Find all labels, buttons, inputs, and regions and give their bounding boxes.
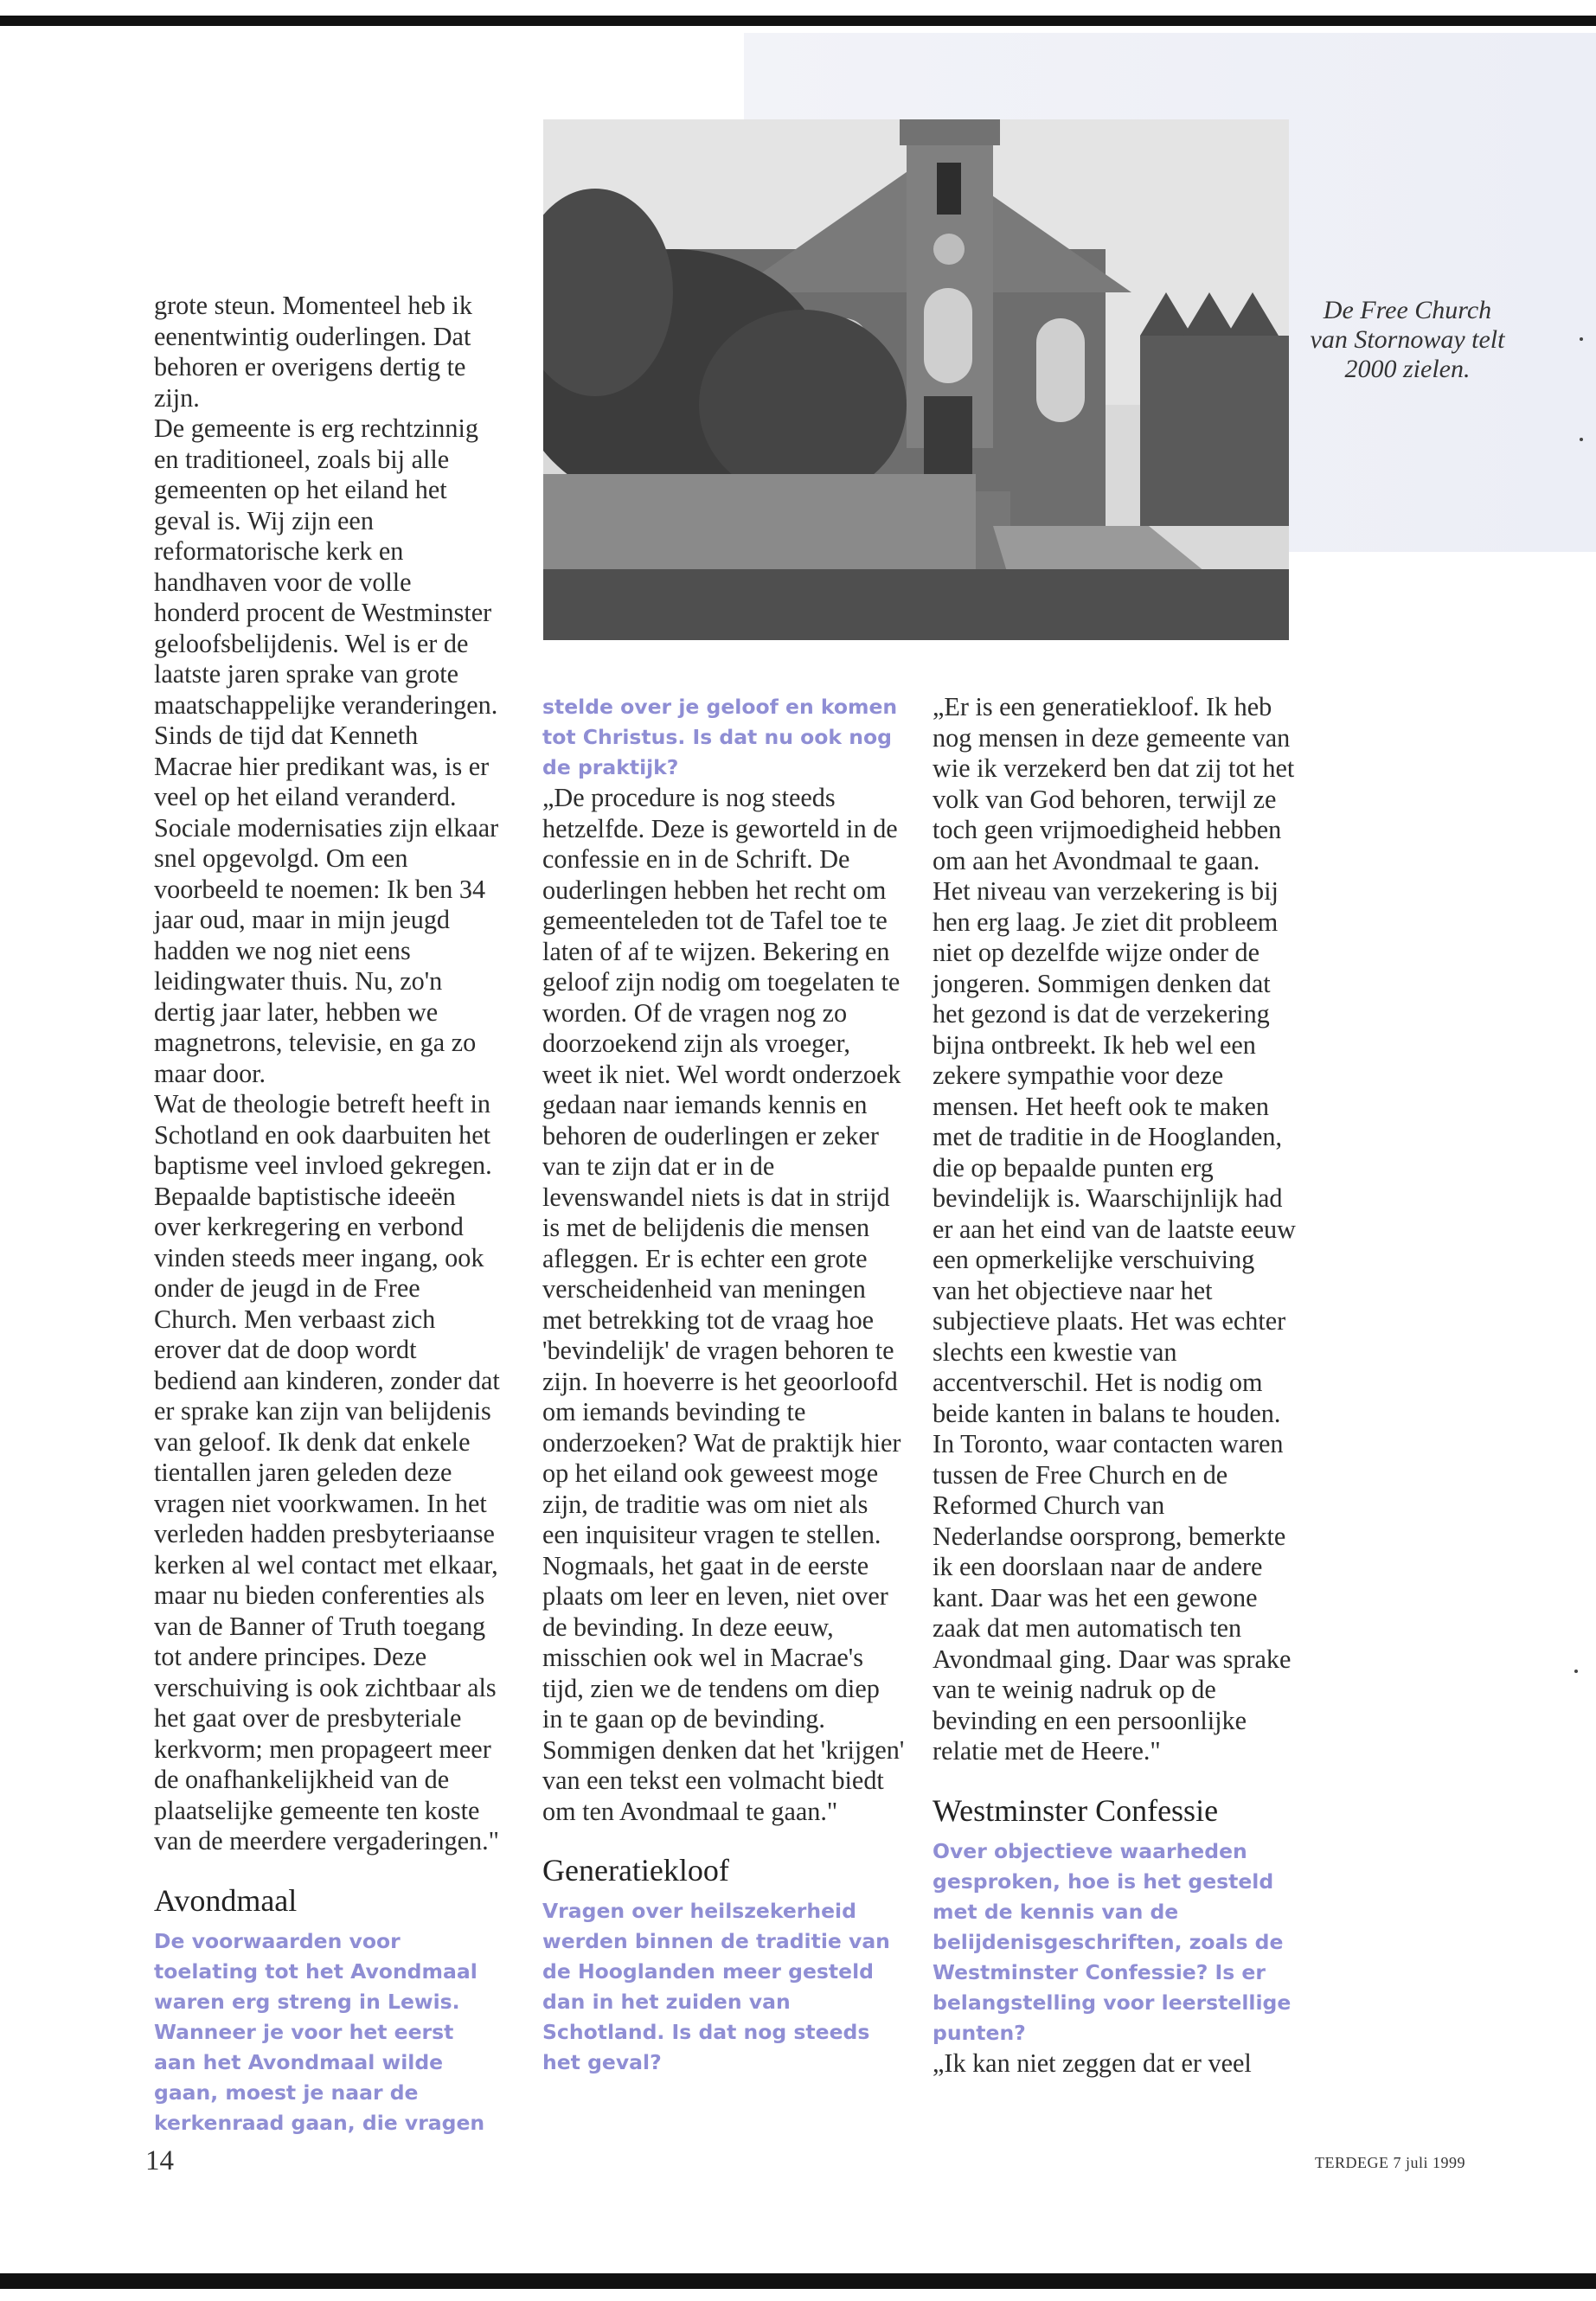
bottom-rule: [0, 2273, 1596, 2289]
col2-intro: stelde over je geloof en komen tot Christus. Is dat nu ook nog de praktijk?: [542, 695, 898, 779]
magazine-imprint: TERDEGE 7 juli 1999: [1315, 2154, 1465, 2171]
column-1: [154, 291, 500, 2138]
col3-tail: „Ik kan niet zeggen dat er veel: [933, 2048, 1252, 2078]
margin-speck: [1574, 1670, 1578, 1673]
col2-paragraph: „De procedure is nog steeds hetzelfde. Deze is geworteld in de confessie en in de Schrift. De ouderlingen hebben het recht om gemeenteleden tot de Tafel toe te laten of af te wijzen. Bekering en geloof zijn nodig om toegelaten te worden. Of de vragen nog zo doorzoekend zijn als vroeger, weet ik niet. Wel wordt onderzoek gedaan naar iemands kennis en behoren de ouderlingen er zeker van te zijn dat er in de levenswandel niets is dat in strijd is met de belijdenis die mensen afleggen. Er is echter een grote verscheidenheid van meningen met betrekking tot de vraag hoe 'bevindelijk' de vragen behoren te zijn. In hoeverre is het geoorloofd om iemands bevinding te onderzoeken? Wat de praktijk hier op het eiland ook geweest moge zijn, de traditie was om niet als een inquisiteur vragen te stellen. Nogmaals, het gaat in de eerste plaats om leer en leven, niet over de bevinding. In deze eeuw, misschien ook wel in Macrae's tijd, zien we de tendens om diep in te gaan op de bevinding. Sommigen denken dat het 'krijgen' van een tekst een volmacht biedt om ten Avondmaal te gaan.": [542, 783, 905, 1826]
heading-westminster-confessie: Westminster Confessie: [933, 1792, 1219, 1828]
col1-intro: De voorwaarden voor toelating tot het Avondmaal waren erg streng in Lewis. Wanneer je voor het eerst aan het Avondmaal wilde gaan, moest je naar de kerkenraad gaan, die vragen: [154, 1928, 485, 2135]
heading-avondmaal: Avondmaal: [154, 1882, 298, 1918]
column-2: [542, 692, 906, 2078]
page-number: 14: [145, 2145, 174, 2176]
column-3: [933, 692, 1296, 2079]
church-illustration: [543, 119, 1289, 640]
col3-paragraph: „Er is een generatiekloof. Ik heb nog mensen in deze gemeente van wie ik verzekerd ben dat zij tot het volk van God behoren, terwijl ze toch geen vrijmoedigheid hebben om aan het Avondmaal te gaan. Het niveau van verzekering is bij hen erg laag. Je ziet dit probleem niet op dezelfde wijze onder de jongeren. Sommigen denken dat het gezond is dat de verzekering bijna ontbreekt. Ik heb wel een zekere sympathie voor deze mensen. Het heeft ook te maken met de traditie in de Hooglanden, die op bepaalde punten erg bevindelijk is. Waarschijnlijk had er aan het eind van de laatste eeuw een opmerkelijke verschuiving van het objectieve naar het subjectieve plaats. Het was echter slechts een kwestie van accentverschil. Het is nodig om beide kanten in balans te houden. In Toronto, waar contacten waren tussen de Free Church en de Reformed Church van Nederlandse oorsprong, bemerkte ik een doorslaan naar de andere kant. Daar was het een gewone zaak dat men automatisch ten Avondmaal ging. Daar was sprake van te weinig nadruk op de bevinding en een persoonlijke relatie met de Heere.": [933, 692, 1296, 1766]
photo-caption: De Free Church van Stornoway telt 2000 zielen.: [1310, 296, 1505, 383]
col1-paragraph-2: De gemeente is erg rechtzinnig en traditioneel, zoals bij alle gemeenten op het eiland het geval is. Wij zijn een reformatorische kerk en handhaven voor de volle honderd procent de Westminster geloofsbelijdenis. Wel is er de laatste jaren sprake van grote maatschappelijke veranderingen. Sinds de tijd dat Kenneth Macrae hier predikant was, is er veel op het eiland veranderd. Sociale modernisaties zijn elkaar snel opgevolgd. Om een voorbeeld te noemen: Ik ben 34 jaar oud, maar in mijn jeugd hadden we nog niet eens leidingwater thuis. Nu, zo'n dertig jaar later, hebben we magnetrons, televisie, en ga zo maar door.: [154, 413, 499, 1088]
col1-paragraph-3: Wat de theologie betreft heeft in Schotland en ook daarbuiten het baptisme veel invloed gekregen. Bepaalde baptistische ideeën over kerkregering en verbond vinden steeds meer ingang, ook onder de jeugd in de Free Church. Men verbaast zich erover dat de doop wordt bediend aan kinderen, zonder dat er sprake kan zijn van belijdenis van geloof. Ik denk dat enkele tientallen jaren geleden deze vragen niet voorkwamen. In het verleden hadden presbyteriaanse kerken al wel contact met elkaar, maar nu bieden conferenties als van de Banner of Truth toegang tot andere principes. Deze verschuiving is ook zichtbaar als het gaat over de presbyteriale kerkvorm; men propageert meer de onafhankelijkheid van de plaatselijke gemeente ten koste van de meerdere vergaderingen.": [154, 1089, 500, 1856]
top-rule: [0, 16, 1596, 26]
heading-generatiekloof: Generatiekloof: [542, 1853, 729, 1888]
col1-paragraph-1: grote steun. Momenteel heb ik eenentwintig ouderlingen. Dat behoren er overigens dertig te zijn.: [154, 291, 473, 413]
church-photo: [543, 119, 1289, 640]
margin-speck: [1580, 337, 1583, 341]
margin-speck: [1580, 438, 1583, 441]
col3-intro: Over objectieve waarheden gesproken, hoe is het gesteld met de kennis van de belijdenisgeschriften, zoals de Westminster Confessie? Is er belangstelling voor leerstellige punten?: [933, 1838, 1292, 2045]
col2-intro-2: Vragen over heilszekerheid werden binnen de traditie van de Hooglanden meer gesteld dan in het zuiden van Schotland. Is dat nog steeds het geval?: [542, 1899, 890, 2074]
